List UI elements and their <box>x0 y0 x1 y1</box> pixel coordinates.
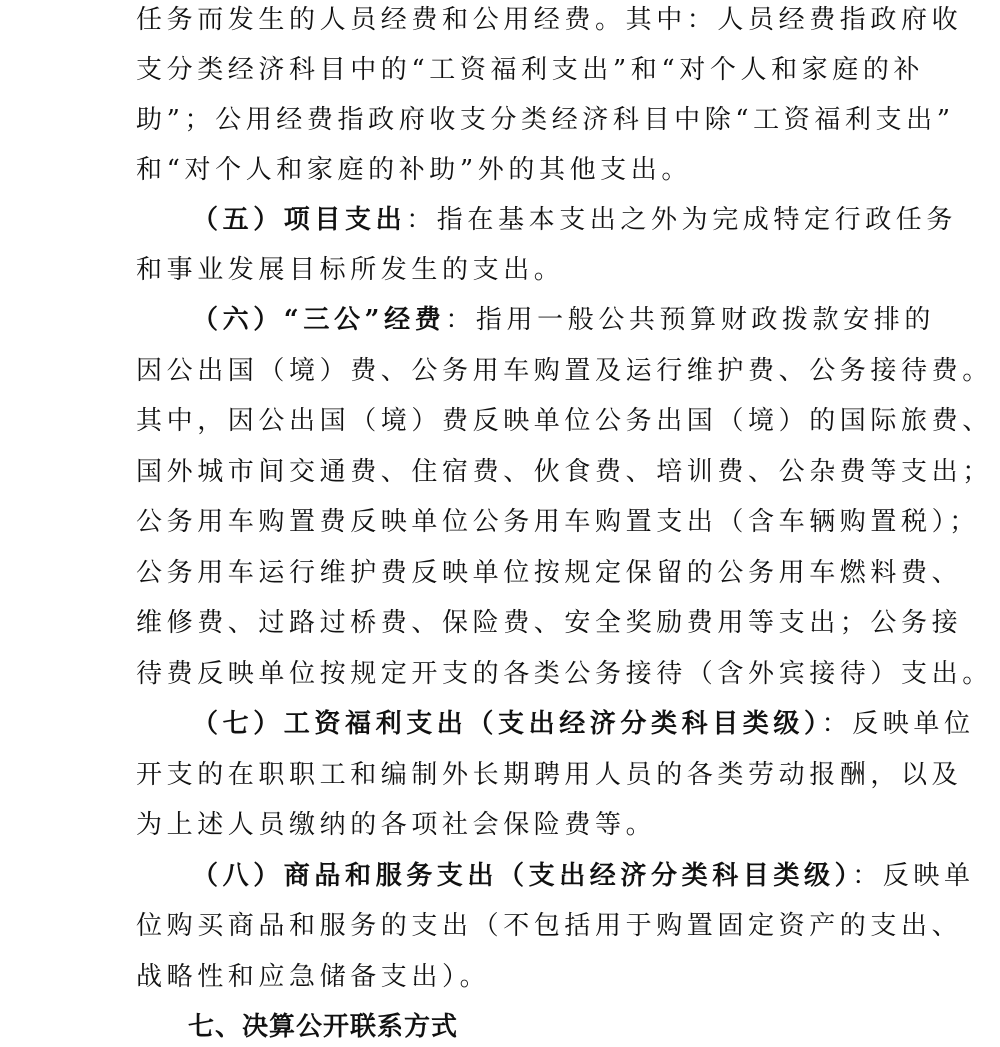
paragraph-line: 因公出国（境）费、公务用车购置及运行维护费、公务接待费。 <box>136 356 993 386</box>
item-7-text: ：反映单位 <box>821 709 975 739</box>
paragraph-line: 待费反映单位按规定开支的各类公务接待（含外宾接待）支出。 <box>136 659 993 689</box>
paragraph-line: 助”；公用经费指政府收支分类经济科目中除“工资福利支出” <box>136 105 955 135</box>
paragraph-line: 位购买商品和服务的支出（不包括用于购置固定资产的支出、 <box>136 911 963 941</box>
paragraph-line: 战略性和应急储备支出）。 <box>136 962 491 992</box>
item-6-first-line <box>192 300 935 340</box>
paragraph-line: 维修费、过路过桥费、保险费、安全奖励费用等支出；公务接 <box>136 608 963 638</box>
paragraph-line: 开支的在职职工和编制外长期聘用人员的各类劳动报酬，以及 <box>136 760 963 790</box>
paragraph-line: 公务用车购置费反映单位公务用车购置支出（含车辆购置税）； <box>136 507 980 537</box>
item-6-text: ：指用一般公共预算财政拨款安排的 <box>445 305 935 335</box>
item-8-title: （八）商品和服务支出（支出经济分类科目类级） <box>192 861 853 891</box>
paragraph-line: 支分类经济科目中的“工资福利支出”和“对个人和家庭的补 <box>136 55 925 85</box>
item-5-text: ：指在基本支出之外为完成特定行政任务 <box>406 205 958 235</box>
item-8-text: ：反映单 <box>852 861 975 891</box>
item-7-first-line <box>192 704 975 744</box>
paragraph-line: 国外城市间交通费、住宿费、伙食费、培训费、公杂费等支出； <box>136 457 993 487</box>
section-heading: 七、决算公开联系方式 <box>188 1012 459 1042</box>
item-5-title: （五）项目支出 <box>192 205 407 235</box>
paragraph-line: 为上述人员缴纳的各项社会保险费等。 <box>136 810 657 840</box>
paragraph-line: 其中，因公出国（境）费反映单位公务出国（境）的国际旅费、 <box>136 406 993 436</box>
paragraph-line: 和事业发展目标所发生的支出。 <box>136 255 565 285</box>
item-5-first-line <box>192 200 957 240</box>
paragraph-line: 和“对个人和家庭的补助”外的其他支出。 <box>136 155 692 185</box>
item-8-first-line <box>192 856 975 896</box>
paragraph-line: 公务用车运行维护费反映单位按规定保留的公务用车燃料费、 <box>136 558 963 588</box>
paragraph-line: 任务而发生的人员经费和公用经费。其中：人员经费指政府收 <box>136 5 963 35</box>
item-7-title: （七）工资福利支出（支出经济分类科目类级） <box>192 709 822 739</box>
item-6-title: （六）“三公”经费 <box>192 305 446 335</box>
